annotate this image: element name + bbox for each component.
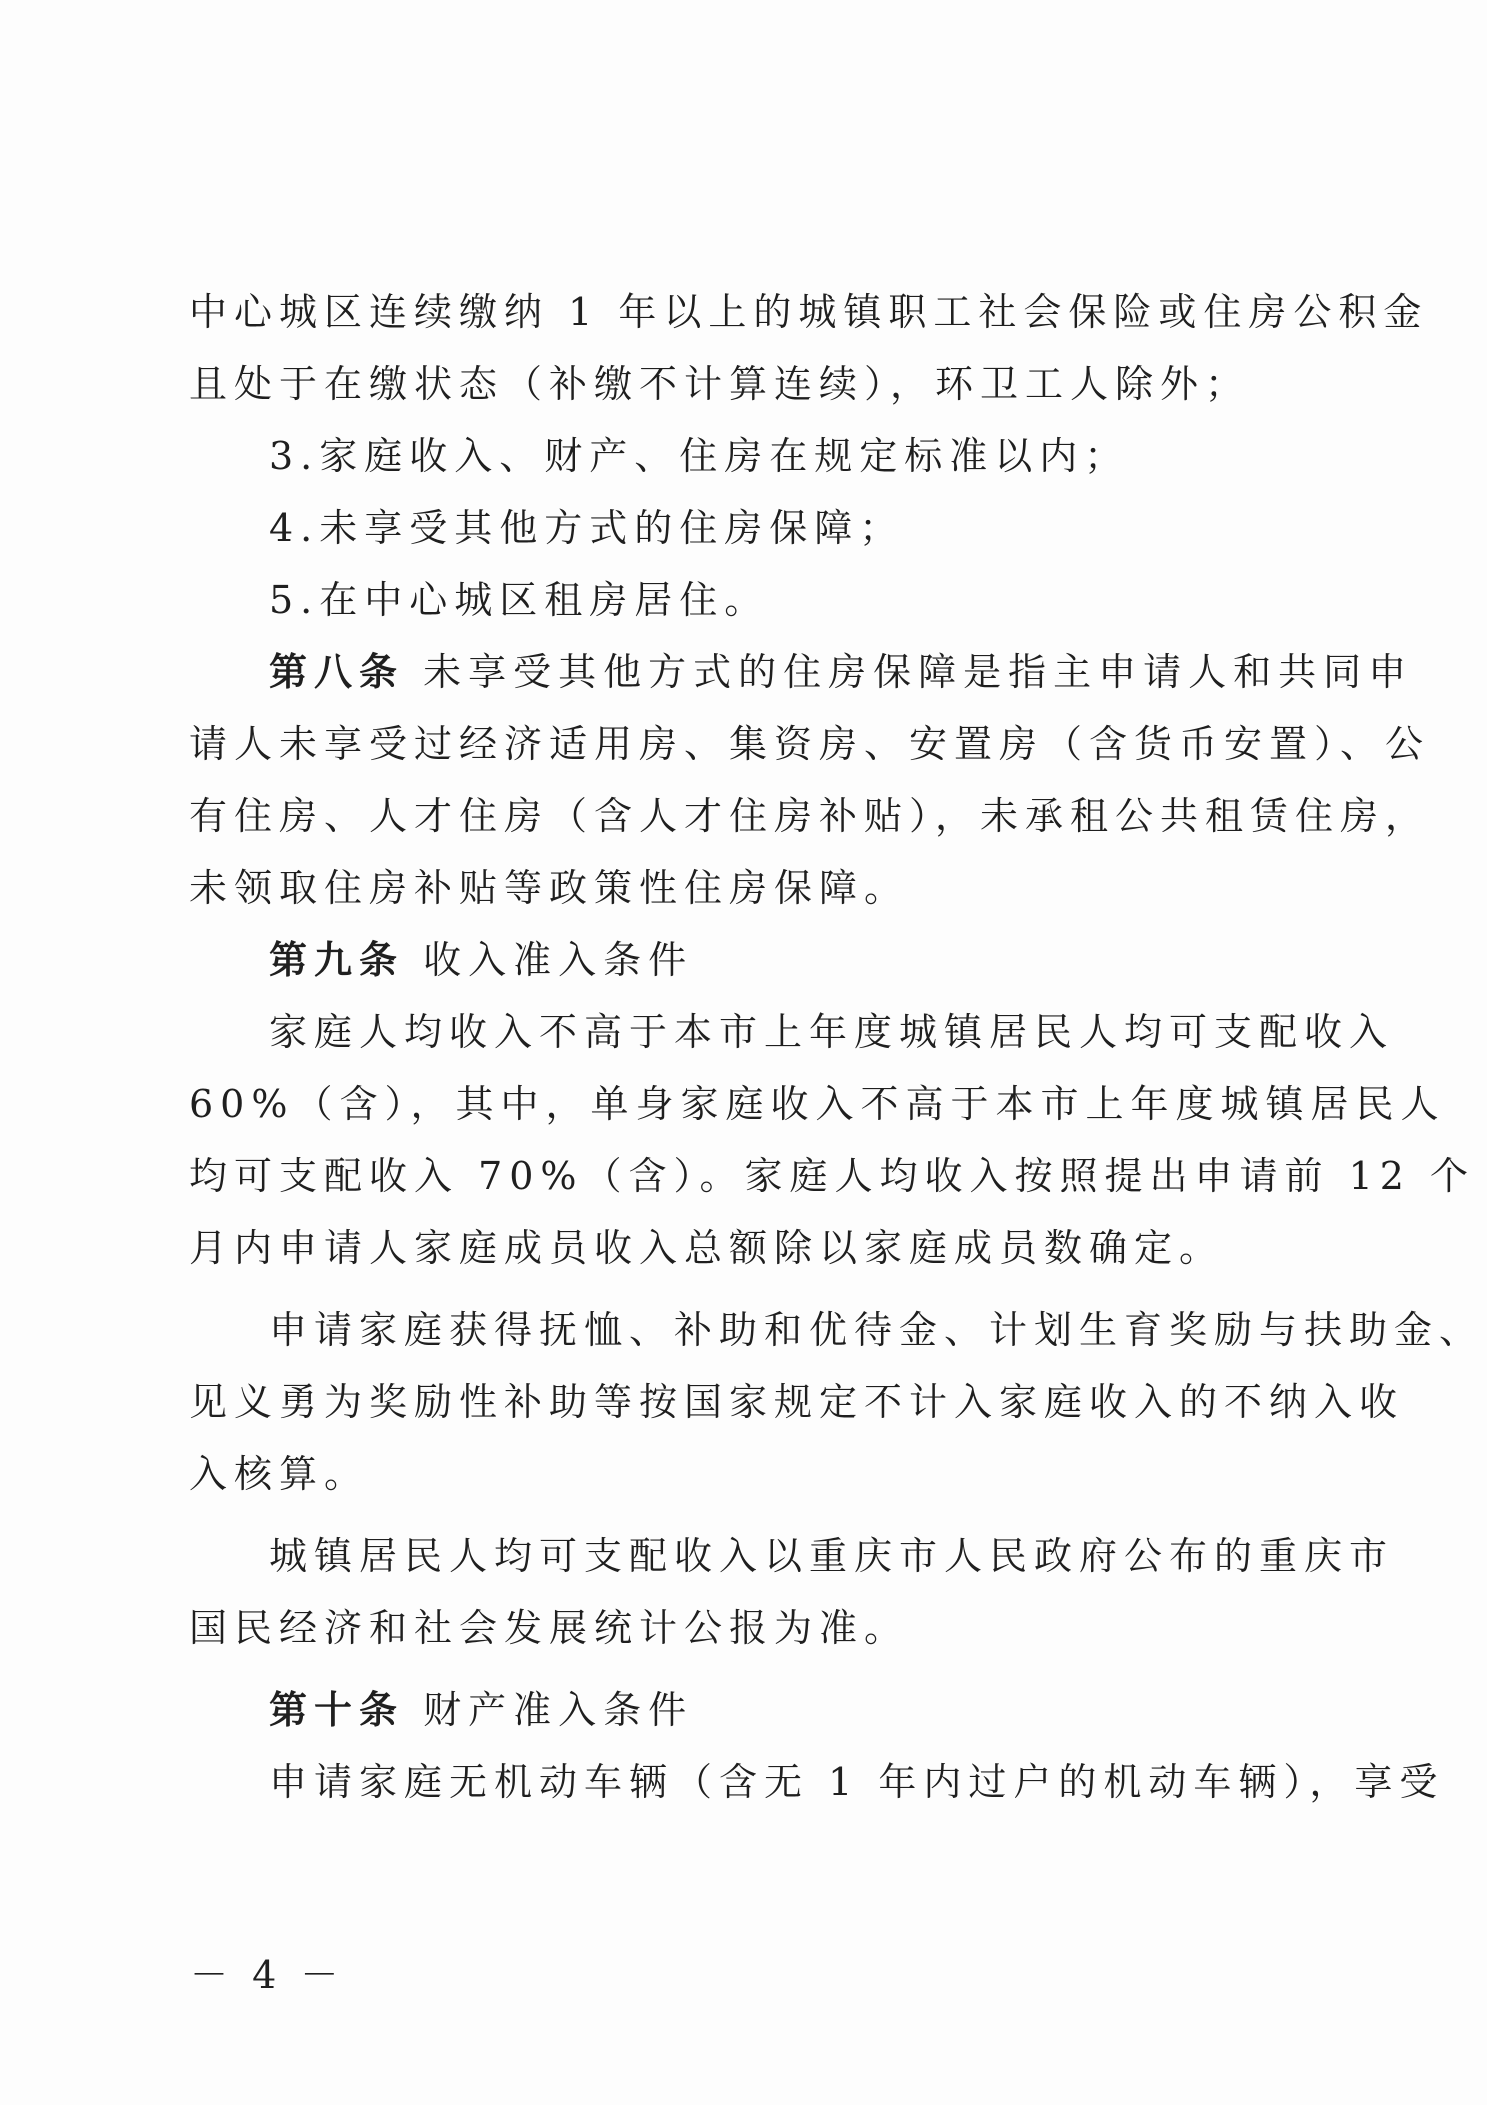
article-heading: 第八条 [269, 649, 405, 694]
list-item: 3.家庭收入、财产、住房在规定标准以内； [269, 434, 1130, 478]
text-line: 城镇居民人均可支配收入以重庆市人民政府公布的重庆市 [269, 1534, 1395, 1578]
text-line: 中心城区连续缴纳 1 年以上的城镇职工社会保险或住房公积金 [189, 290, 1429, 334]
text-line: 申请家庭无机动车辆（含无 1 年内过户的机动车辆），享受 [269, 1760, 1445, 1804]
article-text: 未享受其他方式的住房保障是指主申请人和共同申 [404, 650, 1414, 694]
text-line: 均可支配收入 70%（含）。家庭人均收入按照提出申请前 12 个 [189, 1154, 1476, 1198]
list-item: 4.未享受其他方式的住房保障； [269, 506, 905, 550]
article-8-line [189, 636, 1414, 708]
text-line: 见义勇为奖励性补助等按国家规定不计入家庭收入的不纳入收 [189, 1380, 1405, 1424]
body-text [189, 276, 1485, 1818]
text-line: 国民经济和社会发展统计公报为准。 [189, 1606, 910, 1650]
text-line: 未领取住房补贴等政策性住房保障。 [189, 866, 910, 910]
article-10-line [189, 1674, 1289, 1746]
text-line: 申请家庭获得抚恤、补助和优待金、计划生育奖励与扶助金、 [269, 1308, 1485, 1352]
text-line: 且处于在缴状态（补缴不计算连续），环卫工人除外； [189, 362, 1251, 406]
article-heading: 第九条 [269, 937, 405, 982]
text-line: 月内申请人家庭成员收入总额除以家庭成员数确定。 [189, 1226, 1225, 1270]
text-line: 入核算。 [189, 1452, 370, 1496]
article-9-line [189, 924, 1289, 996]
text-line: 60%（含），其中，单身家庭收入不高于本市上年度城镇居民人 [189, 1082, 1446, 1126]
list-item: 5.在中心城区租房居住。 [269, 578, 770, 622]
article-text: 财产准入条件 [404, 1688, 694, 1732]
article-heading: 第十条 [269, 1687, 405, 1732]
text-line: 请人未享受过经济适用房、集资房、安置房（含货币安置）、公 [189, 722, 1431, 766]
text-line: 家庭人均收入不高于本市上年度城镇居民人均可支配收入 [269, 1010, 1395, 1054]
article-text: 收入准入条件 [404, 938, 694, 982]
page-number: － 4 － [190, 1953, 345, 1997]
text-line: 有住房、人才住房（含人才住房补贴），未承租公共租赁住房， [189, 794, 1431, 838]
